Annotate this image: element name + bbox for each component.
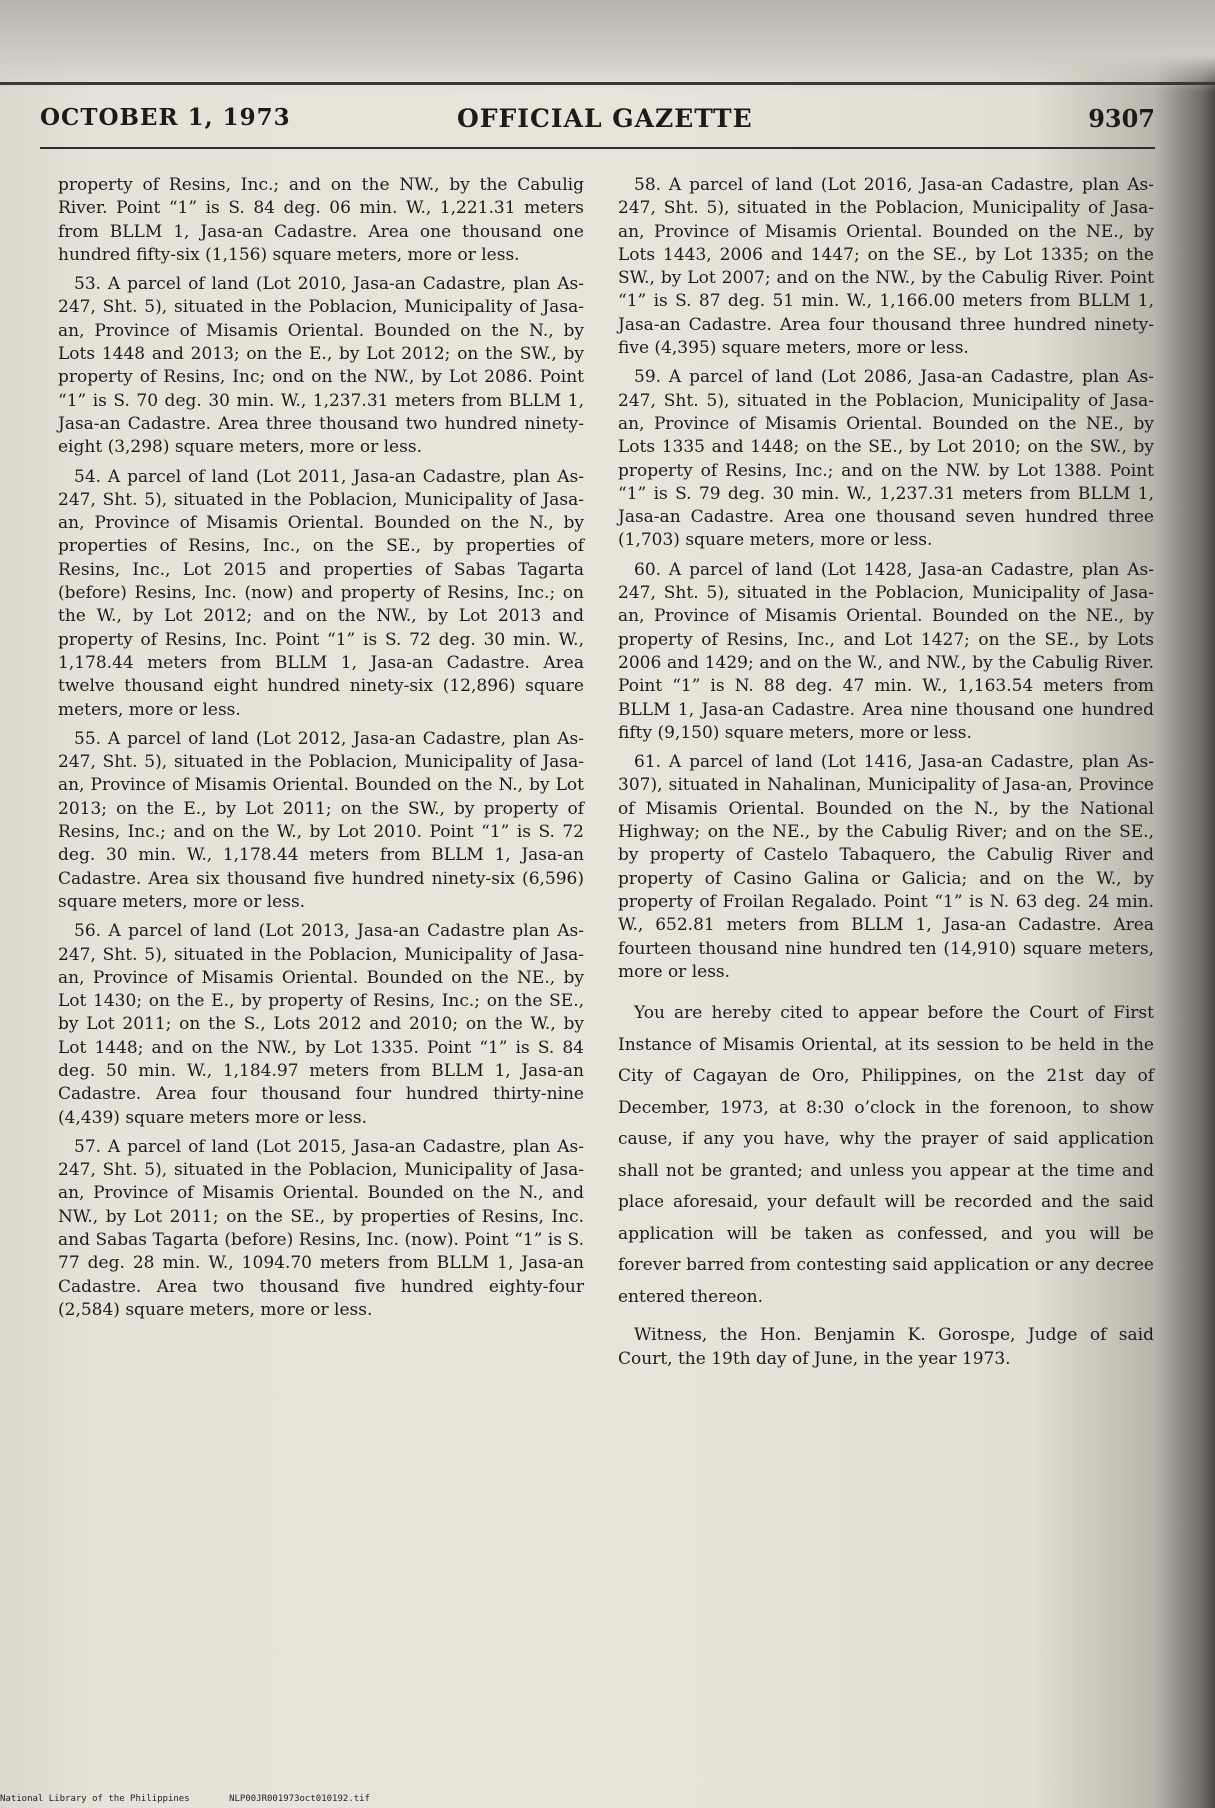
paragraph-61: 61. A parcel of land (Lot 1416, Jasa-an Cadastre, plan As-307), situated in Nahalinan, Municipality of Jasa-an, Province of Misamis Oriental. Bounded on the N., by the National Highway; on the NE., by the Cabulig River; and on the SE., by property of Castelo Tabaquero, the Cabulig River and property of Casino Galina or Galicia; and on the W., by property of Froilan Regalado. Point “1” is N. 63 deg. 24 min. W., 652.81 meters from BLLM 1, Jasa-an Cadastre. Area fourteen thousand nine hundred ten (14,910) square meters, more or less. xyxy=(618,752,1154,982)
page-header xyxy=(40,104,1155,144)
paragraph-56: 56. A parcel of land (Lot 2013, Jasa-an Cadastre plan As-247, Sht. 5), situated in the Poblacion, Municipality of Jasa-an, Province of Misamis Oriental. Bounded on the NE., by Lot 1430; on the E., by property of Resins, Inc.; on the SE., by Lot 2011; on the S., Lots 2012 and 2010; on the W., by Lot 1448; and on the NW., by Lot 1335. Point “1” is S. 84 deg. 50 min. W., 1,184.97 meters from BLLM 1, Jasa-an Cadastre. Area four thousand four hundred thirty-nine (4,439) square meters more or less. xyxy=(58,921,584,1128)
paragraph-54: 54. A parcel of land (Lot 2011, Jasa-an Cadastre, plan As-247, Sht. 5), situated in the Poblacion, Municipality of Jasa-an, Province of Misamis Oriental. Bounded on the N., by properties of Resins, Inc., on the SE., by properties of Resins, Inc., Lot 2015 and properties of Sabas Tagarta (before) Resins, Inc. (now) and property of Resins, Inc.; on the W., by Lot 2012; and on the NW., by Lot 2013 and property of Resins, Inc. Point “1” is S. 72 deg. 30 min. W., 1,178.44 meters from BLLM 1, Jasa-an Cadastre. Area twelve thousand eight hundred ninety-six (12,896) square meters, more or less. xyxy=(58,466,584,720)
page-number: 9307 xyxy=(1088,104,1155,133)
right-column xyxy=(618,174,1154,1377)
paragraph-60: 60. A parcel of land (Lot 1428, Jasa-an Cadastre, plan As-247, Sht. 5), situated in the Poblacion, Municipality of Jasa-an, Province of Misamis Oriental. Bounded on the NE., by property of Resins, Inc., and Lot 1427; on the SE., by Lots 2006 and 1429; and on the W., and NW., by the Cabulig River. Point “1” is N. 88 deg. 47 min. W., 1,163.54 meters from BLLM 1, Jasa-an Cadastre. Area nine thousand one hundred fifty (9,150) square meters, more or less. xyxy=(618,559,1154,743)
footer-file: NLP00JR001973oct010192.tif xyxy=(229,1794,370,1804)
header-date: OCTOBER 1, 1973 xyxy=(40,104,291,131)
paragraph-52-continued: property of Resins, Inc.; and on the NW., by the Cabulig River. Point “1” is S. 84 deg. 06 min. W., 1,221.31 meters from BLLM 1, Jasa-an Cadastre. Area one thousand one hundred fifty-six (1,156) square meters, more or less. xyxy=(58,175,584,265)
footer-library: National Library of the Philippines xyxy=(0,1794,190,1804)
left-column xyxy=(58,174,584,1328)
paragraph-57: 57. A parcel of land (Lot 2015, Jasa-an Cadastre, plan As-247, Sht. 5), situated in the Poblacion, Municipality of Jasa-an, Province of Misamis Oriental. Bounded on the N., and NW., by Lot 2011; on the SE., by properties of Resins, Inc. and Sabas Tagarta (before) Resins, Inc. (now). Point “1” is S. 77 deg. 28 min. W., 1094.70 meters from BLLM 1, Jasa-an Cadastre. Area two thousand five hundred eighty-four (2,584) square meters, more or less. xyxy=(58,1136,584,1320)
header-title: OFFICIAL GAZETTE xyxy=(457,104,753,133)
paragraph-53: 53. A parcel of land (Lot 2010, Jasa-an Cadastre, plan As-247, Sht. 5), situated in the Poblacion, Municipality of Jasa-an, Province of Misamis Oriental. Bounded on the N., by Lots 1448 and 2013; on the E., by Lot 2012; on the SW., by property of Resins, Inc; ond on the NW., by Lot 2086. Point “1” is S. 70 deg. 30 min. W., 1,237.31 meters from BLLM 1, Jasa-an Cadastre. Area three thousand two hundred ninety-eight (3,298) square meters, more or less. xyxy=(58,274,584,458)
scan-footer xyxy=(0,1794,404,1804)
scan-top-edge xyxy=(0,82,1215,85)
paragraph-58: 58. A parcel of land (Lot 2016, Jasa-an Cadastre, plan As-247, Sht. 5), situated in the Poblacion, Municipality of Jasa-an, Province of Misamis Oriental. Bounded on the NE., by Lots 1443, 2006 and 1447; on the SE., by Lot 1335; on the SW., by Lot 2007; and on the NW., by the Cabulig River. Point “1” is S. 87 deg. 51 min. W., 1,166.00 meters from BLLM 1, Jasa-an Cadastre. Area four thousand three hundred ninety-five (4,395) square meters, more or less. xyxy=(618,175,1154,359)
citation-paragraph: You are hereby cited to appear before the Court of First Instance of Misamis Oriental, at its session to be held in the City of Cagayan de Oro, Philippines, on the 21st day of December, 1973, at 8:30 o’clock in the forenoon, to show cause, if any you have, why the prayer of said application shall not be granted; and unless you appear at the time and place aforesaid, your default will be recorded and the said application will be taken as confessed, and you will be forever barred from contesting said application or any decree entered thereon. xyxy=(618,1003,1154,1307)
witness-paragraph: Witness, the Hon. Benjamin K. Gorospe, Judge of said Court, the 19th day of June, in the year 1973. xyxy=(618,1325,1154,1370)
scan-top-shadow xyxy=(0,0,1215,92)
paragraph-55: 55. A parcel of land (Lot 2012, Jasa-an Cadastre, plan As-247, Sht. 5), situated in the Poblacion, Municipality of Jasa-an, Province of Misamis Oriental. Bounded on the N., by Lot 2013; on the E., by Lot 2011; on the SW., by property of Resins, Inc.; and on the W., by Lot 2010. Point “1” is S. 72 deg. 30 min. W., 1,178.44 meters from BLLM 1, Jasa-an Cadastre. Area six thousand five hundred ninety-six (6,596) square meters, more or less. xyxy=(58,728,584,912)
paragraph-59: 59. A parcel of land (Lot 2086, Jasa-an Cadastre, plan As-247, Sht. 5), situated in the Poblacion, Municipality of Jasa-an, Province of Misamis Oriental. Bounded on the NE., by Lots 1335 and 1448; on the SE., by Lot 2010; on the SW., by property of Resins, Inc.; and on the NW. by Lot 1388. Point “1” is S. 79 deg. 30 min. W., 1,237.31 meters from BLLM 1, Jasa-an Cadastre. Area one thousand seven hundred three (1,703) square meters, more or less. xyxy=(618,367,1154,551)
header-rule xyxy=(40,147,1155,149)
